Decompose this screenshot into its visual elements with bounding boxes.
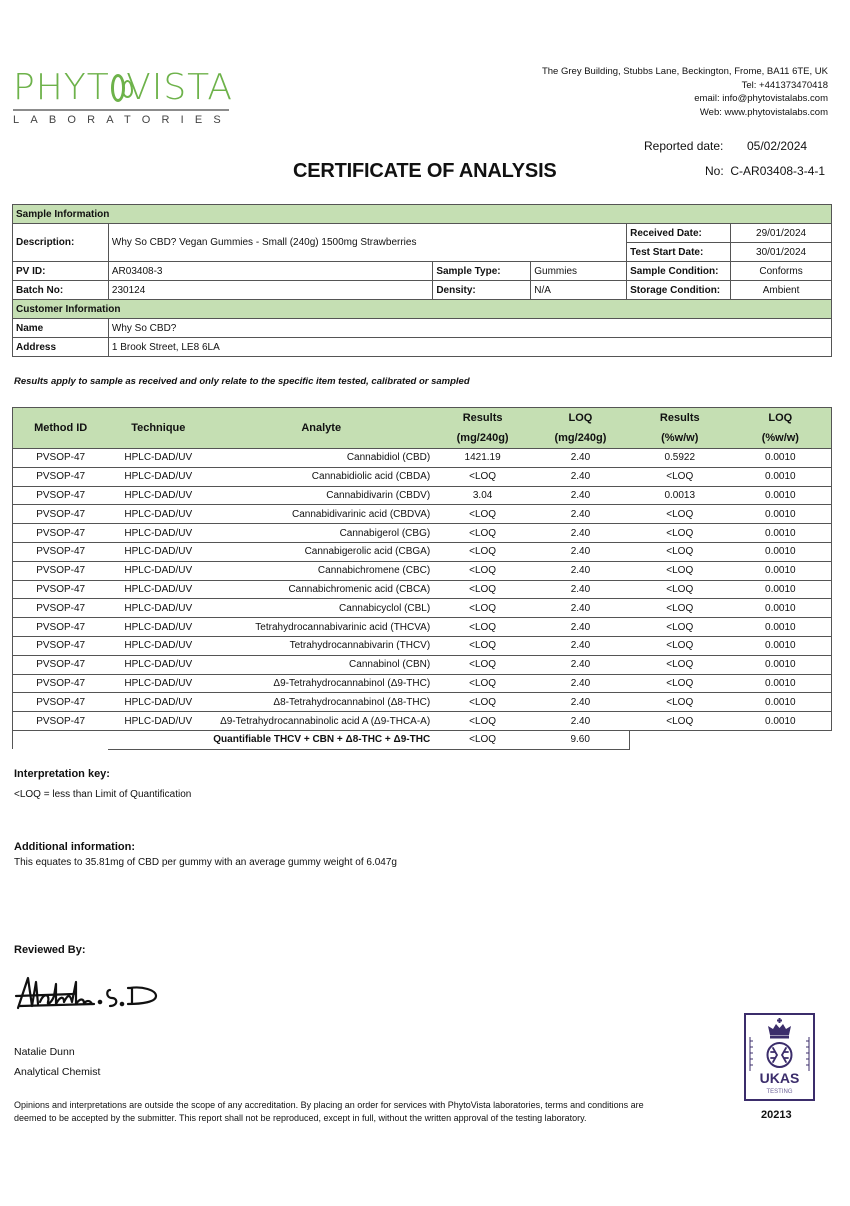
disclaimer-line: Opinions and interpretations are outside the scope of any accreditation. By placing an order for services with PhytoVista laboratories, terms and conditions are [14, 1100, 644, 1110]
technique-cell: HPLC-DAD/UV [108, 486, 208, 505]
result-pct-cell: <LOQ [630, 674, 730, 693]
analyte-cell: Cannabidiolic acid (CBDA) [208, 467, 434, 486]
reviewer-role: Analytical Chemist [14, 1066, 101, 1078]
batch-label: Batch No: [13, 281, 109, 300]
disclaimer [14, 1099, 734, 1124]
result-row [13, 505, 832, 524]
loq-mg-cell: 2.40 [531, 505, 630, 524]
phytovista-logo [13, 67, 233, 126]
technique-cell: HPLC-DAD/UV [108, 561, 208, 580]
loq-mg-cell: 2.40 [531, 580, 630, 599]
result-row [13, 712, 832, 731]
address-line: The Grey Building, Stubbs Lane, Beckington, Frome, BA11 6TE, UK [541, 66, 828, 77]
result-pct-cell: <LOQ [630, 561, 730, 580]
analyte-cell: Tetrahydrocannabivarinic acid (THCVA) [208, 618, 434, 637]
additional-heading: Additional information: [14, 841, 135, 853]
method-id-cell: PVSOP-47 [13, 580, 109, 599]
result-row [13, 636, 832, 655]
disclaimer-line: deemed to be accepted by the submitter. This report shall not be reproduced, except in full, without the written approval of the testing laboratory. [14, 1112, 587, 1123]
result-mg-cell: <LOQ [434, 580, 531, 599]
density-value: N/A [531, 281, 627, 300]
total-result-mg: <LOQ [434, 730, 531, 749]
col-results-mg-line1: Results [462, 412, 503, 424]
customer-name-row [13, 319, 832, 338]
results-table [12, 407, 832, 750]
result-pct-cell: <LOQ [630, 618, 730, 637]
result-mg-cell: <LOQ [434, 524, 531, 543]
ukas-accreditation-logo [744, 1013, 815, 1101]
received-date-label: Received Date: [627, 224, 731, 243]
col-technique: Technique [108, 408, 208, 449]
customer-address-row [13, 338, 832, 357]
sample-condition-label: Sample Condition: [627, 262, 731, 281]
result-row [13, 467, 832, 486]
loq-pct-cell: 0.0010 [730, 505, 832, 524]
loq-mg-cell: 2.40 [531, 712, 630, 731]
analyte-cell: Δ8-Tetrahydrocannabinol (Δ8-THC) [208, 693, 434, 712]
test-start-label: Test Start Date: [627, 243, 731, 262]
customer-info-section-label: Customer Information [13, 300, 832, 319]
analyte-cell: Cannabidiol (CBD) [208, 449, 434, 468]
result-mg-cell: <LOQ [434, 655, 531, 674]
signature-image [14, 972, 159, 1014]
method-id-cell: PVSOP-47 [13, 618, 109, 637]
method-id-cell: PVSOP-47 [13, 449, 109, 468]
logo-subtitle: LABORATORIES [13, 114, 232, 126]
method-id-cell: PVSOP-47 [13, 486, 109, 505]
col-results-pct-line1: Results [659, 412, 700, 424]
method-id-cell: PVSOP-47 [13, 505, 109, 524]
loq-pct-cell: 0.0010 [730, 674, 832, 693]
reviewed-by-heading: Reviewed By: [14, 944, 86, 956]
result-row [13, 655, 832, 674]
result-pct-cell: 0.5922 [630, 449, 730, 468]
result-row [13, 486, 832, 505]
certificate-number-value: C-AR03408-3-4-1 [730, 164, 826, 178]
description-label: Description: [13, 224, 109, 262]
ukas-number: 20213 [761, 1109, 792, 1121]
loq-mg-cell: 2.40 [531, 636, 630, 655]
loq-mg-cell: 2.40 [531, 674, 630, 693]
col-analyte: Analyte [208, 408, 434, 449]
reported-date-label: Reported date: [644, 139, 724, 153]
sample-info-section-label: Sample Information [13, 205, 832, 224]
method-id-cell: PVSOP-47 [13, 674, 109, 693]
result-pct-cell: <LOQ [630, 505, 730, 524]
result-mg-cell: <LOQ [434, 561, 531, 580]
interpretation-heading: Interpretation key: [14, 768, 110, 780]
result-pct-cell: <LOQ [630, 524, 730, 543]
col-results-pct [630, 408, 730, 449]
technique-cell: HPLC-DAD/UV [108, 712, 208, 731]
results-body [13, 449, 832, 731]
description-row [13, 224, 832, 243]
ukas-sub: TESTING [766, 1089, 793, 1095]
loq-pct-cell: 0.0010 [730, 636, 832, 655]
result-row [13, 674, 832, 693]
loq-mg-cell: 2.40 [531, 449, 630, 468]
batch-row [13, 281, 832, 300]
col-loq-mg-line2: (mg/240g) [554, 432, 607, 444]
loq-mg-cell: 2.40 [531, 561, 630, 580]
ukas-crown-icon [746, 1015, 813, 1099]
logo-text-right: VISTA [126, 67, 233, 108]
result-pct-cell: <LOQ [630, 655, 730, 674]
logo-divider [13, 109, 229, 111]
test-start-value: 30/01/2024 [731, 243, 832, 262]
technique-cell: HPLC-DAD/UV [108, 542, 208, 561]
result-pct-cell: <LOQ [630, 542, 730, 561]
loq-mg-cell: 2.40 [531, 486, 630, 505]
result-row [13, 449, 832, 468]
technique-cell: HPLC-DAD/UV [108, 524, 208, 543]
logo-text-left: PHYT [13, 67, 110, 108]
result-pct-cell: <LOQ [630, 636, 730, 655]
loq-pct-cell: 0.0010 [730, 467, 832, 486]
result-row [13, 693, 832, 712]
analyte-cell: Cannabichromenic acid (CBCA) [208, 580, 434, 599]
method-id-cell: PVSOP-47 [13, 636, 109, 655]
description-value: Why So CBD? Vegan Gummies - Small (240g) 1500mg Strawberries [108, 224, 626, 262]
results-header-row [13, 408, 832, 449]
results-note: Results apply to sample as received and only relate to the specific item tested, calibrated or sampled [14, 376, 470, 387]
result-row [13, 561, 832, 580]
analyte-cell: Cannabigerol (CBG) [208, 524, 434, 543]
col-results-mg [434, 408, 531, 449]
col-loq-pct-line1: LOQ [768, 412, 793, 424]
technique-cell: HPLC-DAD/UV [108, 580, 208, 599]
loq-pct-cell: 0.0010 [730, 655, 832, 674]
lab-address [542, 65, 828, 119]
analyte-cell: Cannabidivarinic acid (CBDVA) [208, 505, 434, 524]
customer-address-value: 1 Brook Street, LE8 6LA [108, 338, 831, 357]
result-row [13, 599, 832, 618]
col-loq-mg-line1: LOQ [568, 412, 593, 424]
technique-cell: HPLC-DAD/UV [108, 505, 208, 524]
result-mg-cell: <LOQ [434, 693, 531, 712]
col-loq-mg [531, 408, 630, 449]
batch-value: 230124 [108, 281, 432, 300]
col-method-id: Method ID [13, 408, 109, 449]
total-blank [13, 730, 109, 749]
analyte-cell: Cannabigerolic acid (CBGA) [208, 542, 434, 561]
storage-label: Storage Condition: [627, 281, 731, 300]
additional-text: This equates to 35.81mg of CBD per gummy with an average gummy weight of 6.047g [14, 857, 397, 868]
reported-date [644, 139, 808, 153]
technique-cell: HPLC-DAD/UV [108, 636, 208, 655]
density-label: Density: [433, 281, 531, 300]
interpretation-text: <LOQ = less than Limit of Quantification [14, 789, 192, 800]
analyte-cell: Δ9-Tetrahydrocannabinolic acid A (Δ9-THCA-A) [208, 712, 434, 731]
method-id-cell: PVSOP-47 [13, 655, 109, 674]
col-results-mg-line2: (mg/240g) [456, 432, 509, 444]
email-line: email: info@phytovistalabs.com [694, 93, 828, 104]
technique-cell: HPLC-DAD/UV [108, 618, 208, 637]
method-id-cell: PVSOP-47 [13, 467, 109, 486]
total-row [13, 730, 832, 749]
loq-mg-cell: 2.40 [531, 542, 630, 561]
certificate-number-label: No: [705, 164, 724, 178]
result-mg-cell: <LOQ [434, 674, 531, 693]
customer-name-label: Name [13, 319, 109, 338]
loq-pct-cell: 0.0010 [730, 580, 832, 599]
phone-line: Tel: +441373470418 [741, 79, 828, 91]
received-date-value: 29/01/2024 [731, 224, 832, 243]
method-id-cell: PVSOP-47 [13, 599, 109, 618]
page-title: CERTIFICATE OF ANALYSIS [293, 160, 557, 182]
technique-cell: HPLC-DAD/UV [108, 449, 208, 468]
loq-mg-cell: 2.40 [531, 524, 630, 543]
sample-info-header [13, 205, 832, 224]
ukas-word: UKAS [759, 1070, 800, 1086]
col-results-pct-line2: (%w/w) [661, 432, 699, 444]
total-empty-2 [730, 730, 832, 749]
sample-info-table [12, 204, 832, 357]
result-mg-cell: 1421.19 [434, 449, 531, 468]
result-pct-cell: <LOQ [630, 580, 730, 599]
pv-id-row [13, 262, 832, 281]
pv-id-value: AR03408-3 [108, 262, 432, 281]
loq-pct-cell: 0.0010 [730, 712, 832, 731]
loq-pct-cell: 0.0010 [730, 561, 832, 580]
result-mg-cell: <LOQ [434, 542, 531, 561]
loq-pct-cell: 0.0010 [730, 524, 832, 543]
loq-pct-cell: 0.0010 [730, 542, 832, 561]
loq-pct-cell: 0.0010 [730, 486, 832, 505]
loq-pct-cell: 0.0010 [730, 618, 832, 637]
result-pct-cell: <LOQ [630, 599, 730, 618]
analyte-cell: Cannabinol (CBN) [208, 655, 434, 674]
analyte-cell: Cannabidivarin (CBDV) [208, 486, 434, 505]
technique-cell: HPLC-DAD/UV [108, 655, 208, 674]
technique-cell: HPLC-DAD/UV [108, 693, 208, 712]
web-line: Web: www.phytovistalabs.com [699, 106, 828, 118]
analyte-cell: Δ9-Tetrahydrocannabinol (Δ9-THC) [208, 674, 434, 693]
result-mg-cell: <LOQ [434, 636, 531, 655]
result-pct-cell: <LOQ [630, 712, 730, 731]
result-pct-cell: <LOQ [630, 693, 730, 712]
method-id-cell: PVSOP-47 [13, 712, 109, 731]
result-pct-cell: 0.0013 [630, 486, 730, 505]
reported-date-value: 05/02/2024 [747, 139, 808, 153]
result-pct-cell: <LOQ [630, 467, 730, 486]
storage-value: Ambient [731, 281, 832, 300]
customer-name-value: Why So CBD? [108, 319, 831, 338]
result-mg-cell: <LOQ [434, 599, 531, 618]
loq-pct-cell: 0.0010 [730, 599, 832, 618]
leaf-icon [111, 74, 125, 102]
result-row [13, 542, 832, 561]
result-mg-cell: <LOQ [434, 712, 531, 731]
loq-pct-cell: 0.0010 [730, 693, 832, 712]
logo-wordmark [13, 67, 233, 108]
result-row [13, 618, 832, 637]
method-id-cell: PVSOP-47 [13, 693, 109, 712]
method-id-cell: PVSOP-47 [13, 524, 109, 543]
loq-pct-cell: 0.0010 [730, 449, 832, 468]
loq-mg-cell: 2.40 [531, 693, 630, 712]
sample-type-value: Gummies [531, 262, 627, 281]
result-mg-cell: <LOQ [434, 467, 531, 486]
customer-address-label: Address [13, 338, 109, 357]
certificate-number [705, 164, 825, 178]
total-loq-mg: 9.60 [531, 730, 630, 749]
total-empty-1 [630, 730, 730, 749]
sample-condition-value: Conforms [731, 262, 832, 281]
customer-info-header [13, 300, 832, 319]
reviewer-name: Natalie Dunn [14, 1046, 75, 1058]
method-id-cell: PVSOP-47 [13, 542, 109, 561]
result-row [13, 580, 832, 599]
technique-cell: HPLC-DAD/UV [108, 467, 208, 486]
analyte-cell: Cannabicyclol (CBL) [208, 599, 434, 618]
result-mg-cell: <LOQ [434, 618, 531, 637]
loq-mg-cell: 2.40 [531, 655, 630, 674]
result-mg-cell: <LOQ [434, 505, 531, 524]
technique-cell: HPLC-DAD/UV [108, 599, 208, 618]
analyte-cell: Tetrahydrocannabivarin (THCV) [208, 636, 434, 655]
sample-type-label: Sample Type: [433, 262, 531, 281]
loq-mg-cell: 2.40 [531, 618, 630, 637]
technique-cell: HPLC-DAD/UV [108, 674, 208, 693]
analyte-cell: Cannabichromene (CBC) [208, 561, 434, 580]
col-loq-pct-line2: (%w/w) [761, 432, 799, 444]
result-row [13, 524, 832, 543]
pv-id-label: PV ID: [13, 262, 109, 281]
loq-mg-cell: 2.40 [531, 467, 630, 486]
total-label: Quantifiable THCV + CBN + Δ8-THC + Δ9-THC [108, 730, 434, 749]
method-id-cell: PVSOP-47 [13, 561, 109, 580]
result-mg-cell: 3.04 [434, 486, 531, 505]
col-loq-pct [730, 408, 832, 449]
loq-mg-cell: 2.40 [531, 599, 630, 618]
